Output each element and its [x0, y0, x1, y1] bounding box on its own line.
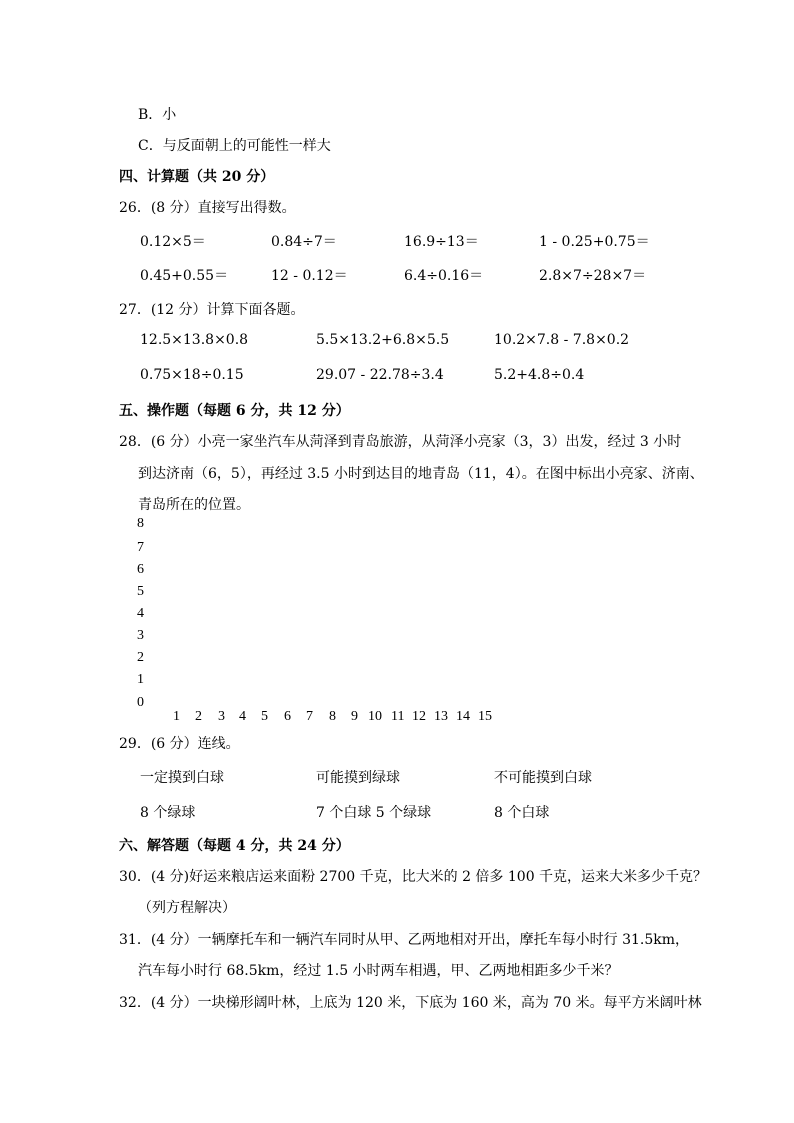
x-tick: 12 — [412, 709, 426, 724]
q27-item-6: 5.2+4.8÷0.4 — [494, 367, 585, 383]
x-tick: 15 — [478, 709, 492, 724]
y-tick: 2 — [137, 650, 144, 665]
x-tick: 1 — [173, 709, 180, 724]
q26-item-5: 0.45+0.55＝ — [140, 268, 229, 284]
x-tick: 5 — [261, 709, 268, 724]
x-tick: 9 — [351, 709, 358, 724]
q29-bottom-3: 8 个白球 — [494, 805, 550, 821]
option-c: C．与反面朝上的可能性一样大 — [138, 138, 331, 154]
question-29: 29．(6 分）连线。 — [119, 736, 240, 752]
q26-item-1: 0.12×5＝ — [140, 234, 206, 250]
x-tick: 4 — [239, 709, 246, 724]
x-tick: 2 — [195, 709, 202, 724]
x-tick: 11 — [391, 709, 405, 724]
q26-item-2: 0.84÷7＝ — [271, 234, 337, 250]
y-tick: 7 — [137, 540, 144, 555]
x-tick: 10 — [368, 709, 382, 724]
option-b: B．小 — [138, 107, 177, 123]
question-28-line-3: 青岛所在的位置。 — [138, 497, 250, 513]
q26-item-7: 6.4÷0.16＝ — [404, 268, 484, 284]
y-tick: 4 — [137, 606, 144, 621]
q27-item-4: 0.75×18÷0.15 — [140, 367, 244, 383]
section-4-heading: 四、计算题（共 20 分） — [119, 169, 275, 185]
q27-item-3: 10.2×7.8 - 7.8×0.2 — [494, 332, 630, 348]
y-tick: 1 — [137, 672, 144, 687]
x-tick: 14 — [456, 709, 470, 724]
question-26: 26．(8 分）直接写出得数。 — [119, 200, 296, 216]
q26-item-4: 1 - 0.25+0.75＝ — [539, 234, 650, 250]
q29-bottom-1: 8 个绿球 — [140, 805, 196, 821]
question-31-line-2: 汽车每小时行 68.5km，经过 1.5 小时两车相遇，甲、乙两地相距多少千米？ — [138, 963, 619, 979]
q26-item-8: 2.8×7÷28×7＝ — [539, 268, 647, 284]
q26-item-6: 12 - 0.12＝ — [271, 268, 348, 284]
section-6-heading: 六、解答题（每题 4 分，共 24 分） — [119, 838, 350, 854]
x-tick: 13 — [434, 709, 448, 724]
question-28-line-2: 到达济南（6，5），再经过 3.5 小时到达目的地青岛（11，4）。在图中标出小亮家、济南、 — [138, 466, 704, 482]
q29-top-1: 一定摸到白球 — [140, 770, 224, 786]
q26-item-3: 16.9÷13＝ — [404, 234, 479, 250]
q27-item-5: 29.07 - 22.78÷3.4 — [316, 367, 444, 383]
section-5-heading: 五、操作题（每题 6 分，共 12 分） — [119, 403, 350, 419]
question-32-line-1: 32．(4 分）一块梯形阔叶林，上底为 120 米，下底为 160 米，高为 70 米。每平方米阔叶林 — [119, 995, 702, 1011]
q27-item-2: 5.5×13.2+6.8×5.5 — [316, 332, 450, 348]
x-tick: 7 — [306, 709, 313, 724]
y-tick: 0 — [137, 695, 144, 710]
x-tick: 3 — [218, 709, 225, 724]
question-28-line-1: 28．(6 分）小亮一家坐汽车从菏泽到青岛旅游，从菏泽小亮家（3，3）出发，经过 3 小时 — [119, 434, 682, 450]
q29-bottom-2: 7 个白球 5 个绿球 — [316, 805, 432, 821]
y-tick: 8 — [137, 516, 144, 531]
q29-top-3: 不可能摸到白球 — [494, 770, 592, 786]
x-tick: 8 — [329, 709, 336, 724]
y-tick: 6 — [137, 562, 144, 577]
question-27: 27．(12 分）计算下面各题。 — [119, 302, 305, 318]
question-30-line-2: （列方程解决） — [138, 900, 236, 916]
question-30-line-1: 30．(4 分)好运来粮店运来面粉 2700 千克，比大米的 2 倍多 100 千克，运来大米多少千克？ — [119, 869, 708, 885]
y-tick: 5 — [137, 584, 144, 599]
q27-item-1: 12.5×13.8×0.8 — [140, 332, 249, 348]
x-tick: 6 — [284, 709, 291, 724]
q29-top-2: 可能摸到绿球 — [316, 770, 400, 786]
question-31-line-1: 31．(4 分）一辆摩托车和一辆汽车同时从甲、乙两地相对开出，摩托车每小时行 31.5km， — [119, 932, 690, 948]
y-tick: 3 — [137, 628, 144, 643]
